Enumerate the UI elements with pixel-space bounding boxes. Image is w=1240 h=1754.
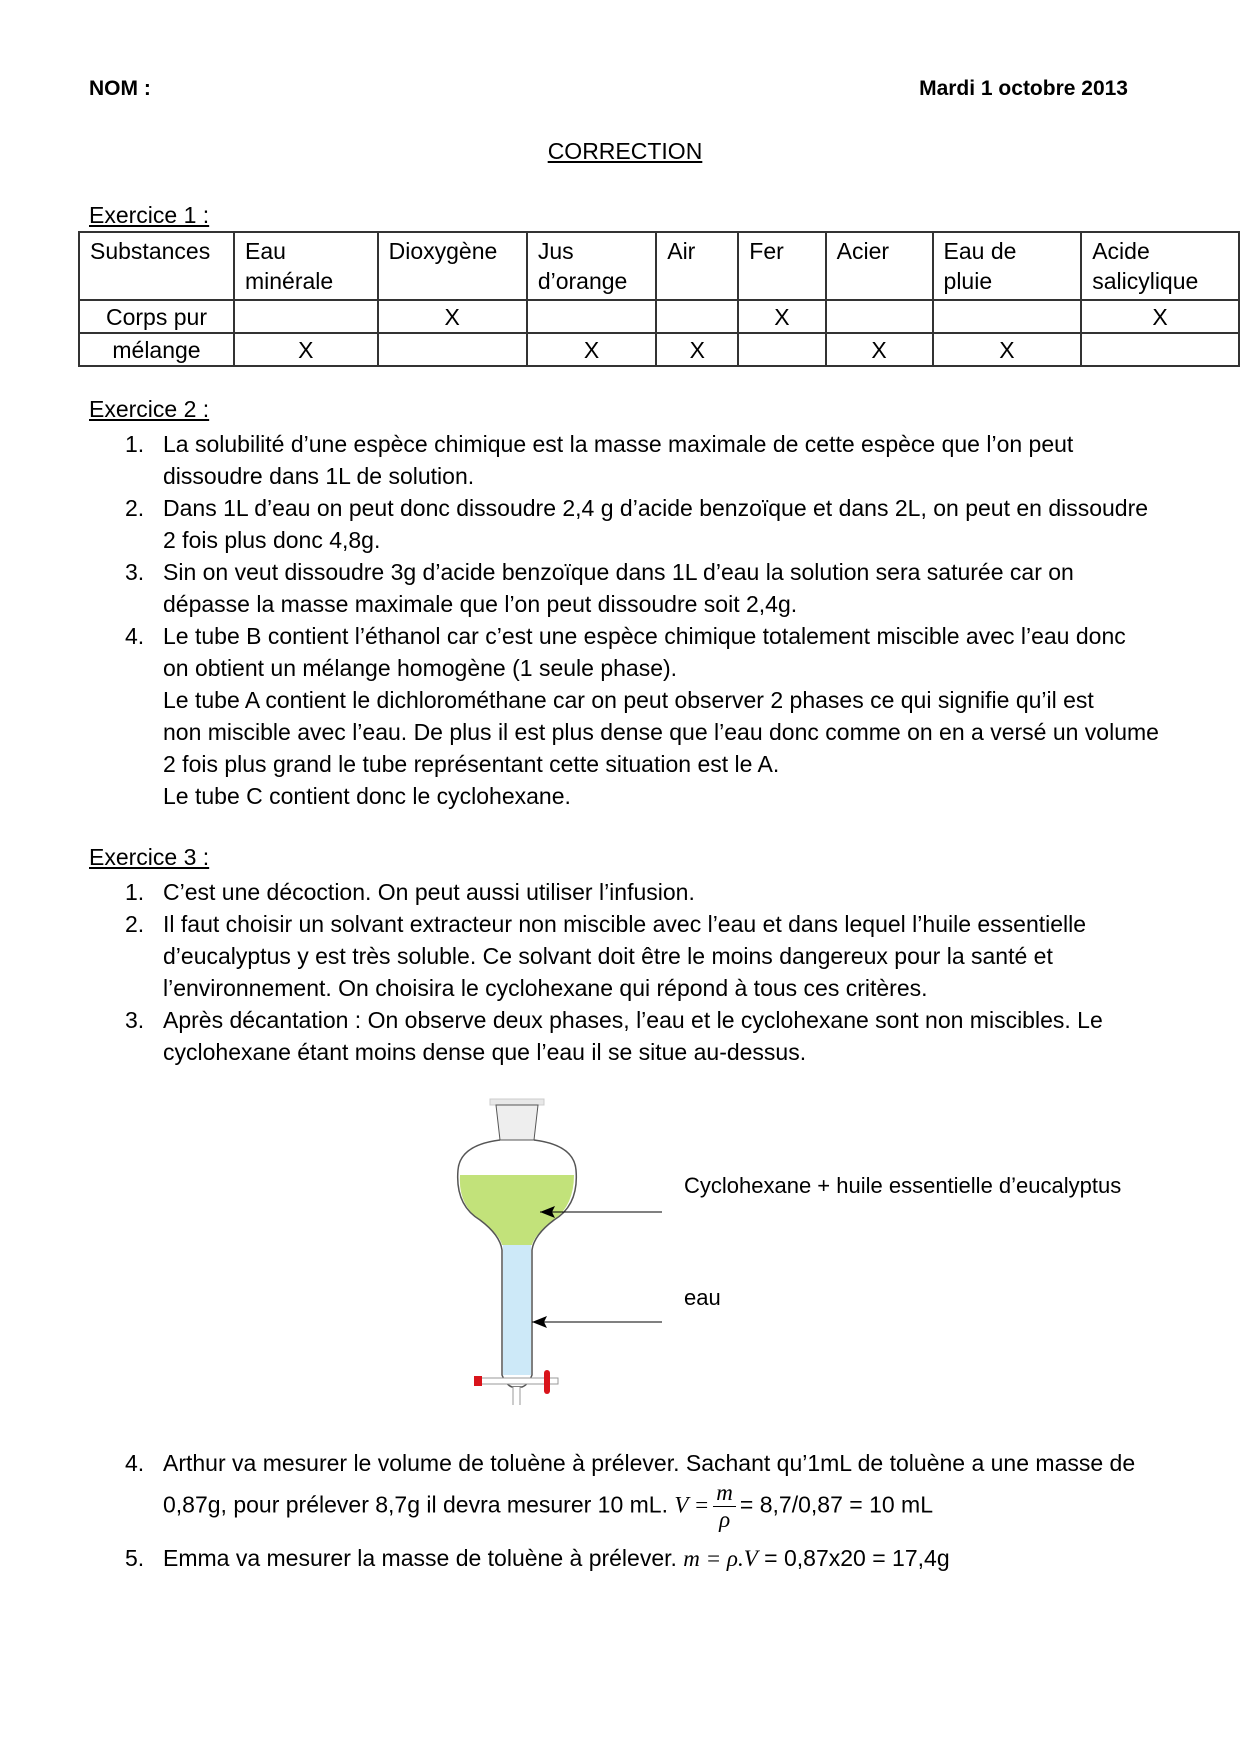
mark-cell bbox=[527, 300, 656, 333]
item-line: on obtient un mélange homogène (1 seule phase). bbox=[163, 655, 678, 681]
exercise-3-heading: Exercice 3 : bbox=[89, 844, 210, 870]
header-cell: Substances bbox=[79, 232, 234, 300]
mark-cell: X bbox=[1081, 300, 1239, 333]
table-header-row bbox=[79, 232, 1239, 300]
item-number: 1. bbox=[125, 879, 145, 905]
column-header bbox=[234, 232, 378, 300]
item-line: Le tube B contient l’éthanol car c’est une espèce chimique totalement miscible avec l’eau donc bbox=[163, 623, 1126, 649]
mark-cell bbox=[933, 300, 1082, 333]
column-header bbox=[527, 232, 656, 300]
item-line: Dans 1L d’eau on peut donc dissoudre 2,4 g d’acide benzoïque et dans 2L, on peut en dissoudre bbox=[163, 495, 1149, 521]
label-water-phase: eau bbox=[684, 1285, 721, 1310]
item-line: dépasse la masse maximale que l’on peut dissoudre soit 2,4g. bbox=[163, 591, 798, 617]
column-header-line: salicylique bbox=[1092, 268, 1199, 294]
column-header-line: Dioxygène bbox=[388, 238, 498, 264]
stopcock-icon bbox=[474, 1376, 482, 1386]
item-line: 2 fois plus grand le tube représentant cette situation est le A. bbox=[163, 751, 780, 777]
substances-table bbox=[78, 231, 1240, 367]
formula-result: = 8,7/0,87 = 10 mL bbox=[739, 1491, 934, 1518]
fraction bbox=[713, 1480, 736, 1533]
column-header bbox=[826, 232, 933, 300]
mark-cell: X bbox=[656, 333, 738, 366]
label-organic-phase: Cyclohexane + huile essentielle d’eucalyptus bbox=[684, 1173, 1122, 1198]
separatory-funnel-figure bbox=[440, 1095, 680, 1405]
column-header-line: Eau de bbox=[943, 238, 1017, 264]
table-row bbox=[79, 300, 1239, 333]
item-4-formula-line bbox=[163, 1480, 933, 1533]
mark-cell bbox=[738, 333, 825, 366]
mark-cell bbox=[234, 300, 378, 333]
column-header-line: Acier bbox=[836, 238, 890, 264]
mark-cell bbox=[1081, 333, 1239, 366]
item-line: dissoudre dans 1L de solution. bbox=[163, 463, 475, 489]
column-header-line: Fer bbox=[749, 238, 784, 264]
mark-cell bbox=[378, 333, 527, 366]
mark-cell: X bbox=[234, 333, 378, 366]
name-label: NOM : bbox=[89, 77, 151, 100]
item-line: non miscible avec l’eau. De plus il est plus dense que l’eau donc comme on en a versé un volume bbox=[163, 719, 1159, 745]
mark-cell: X bbox=[933, 333, 1082, 366]
table-row bbox=[79, 333, 1239, 366]
column-header-line: Acide bbox=[1092, 238, 1150, 264]
formula-result: = 0,87x20 = 17,4g bbox=[764, 1545, 950, 1571]
item-line bbox=[163, 1542, 950, 1575]
item-line: 2 fois plus donc 4,8g. bbox=[163, 527, 381, 553]
item-line: cyclohexane étant moins dense que l’eau il se situe au-dessus. bbox=[163, 1039, 807, 1065]
item-number: 4. bbox=[125, 623, 145, 649]
mark-cell: X bbox=[738, 300, 825, 333]
item-line: d’eucalyptus y est très soluble. Ce solvant doit être le moins dangereux pour la santé et bbox=[163, 943, 1053, 969]
item-number: 5. bbox=[125, 1545, 145, 1571]
date: Mardi 1 octobre 2013 bbox=[919, 77, 1128, 100]
item-text: Emma va mesurer la masse de toluène à prélever. bbox=[163, 1545, 677, 1571]
exercise-2-heading: Exercice 2 : bbox=[89, 396, 210, 422]
column-header bbox=[656, 232, 738, 300]
item-line: 0,87g, pour prélever 8,7g il devra mesurer 10 mL. bbox=[163, 1491, 668, 1518]
column-header bbox=[1081, 232, 1239, 300]
column-header bbox=[378, 232, 527, 300]
item-line: Sin on veut dissoudre 3g d’acide benzoïque dans 1L d’eau la solution sera saturée car on bbox=[163, 559, 1074, 585]
item-line: Le tube A contient le dichlorométhane car on peut observer 2 phases ce qui signifie qu’il est bbox=[163, 687, 1094, 713]
item-line: l’environnement. On choisira le cyclohexane qui répond à tous ces critères. bbox=[163, 975, 928, 1001]
item-number: 3. bbox=[125, 559, 145, 585]
item-line: Arthur va mesurer le volume de toluène à prélever. Sachant qu’1mL de toluène a une masse de bbox=[163, 1450, 1136, 1476]
column-header-line: Jus bbox=[537, 238, 574, 264]
item-number: 2. bbox=[125, 911, 145, 937]
page-title: CORRECTION bbox=[547, 138, 703, 164]
column-header-line: minérale bbox=[245, 268, 334, 294]
mark-cell: X bbox=[527, 333, 656, 366]
mark-cell bbox=[656, 300, 738, 333]
mark-cell: X bbox=[378, 300, 527, 333]
column-header-line: d’orange bbox=[537, 268, 628, 294]
fraction-denominator: ρ bbox=[719, 1507, 731, 1532]
column-header-line: Eau bbox=[245, 238, 286, 264]
item-line: Le tube C contient donc le cyclohexane. bbox=[163, 783, 571, 809]
formula-lhs: V = bbox=[674, 1492, 710, 1518]
column-header bbox=[933, 232, 1082, 300]
item-number: 4. bbox=[125, 1450, 145, 1476]
mark-cell bbox=[826, 300, 933, 333]
mark-cell: X bbox=[826, 333, 933, 366]
column-header-line: Air bbox=[667, 238, 696, 264]
item-line: Il faut choisir un solvant extracteur non miscible avec l’eau et dans lequel l’huile essentielle bbox=[163, 911, 1087, 937]
item-line: C’est une décoction. On peut aussi utiliser l’infusion. bbox=[163, 879, 695, 905]
item-line: La solubilité d’une espèce chimique est la masse maximale de cette espèce que l’on peut bbox=[163, 431, 1074, 457]
item-number: 2. bbox=[125, 495, 145, 521]
column-header-line: pluie bbox=[943, 268, 993, 294]
item-number: 1. bbox=[125, 431, 145, 457]
stopper-icon bbox=[490, 1099, 544, 1105]
item-line: Après décantation : On observe deux phases, l’eau et le cyclohexane sont non miscibles. Le bbox=[163, 1007, 1103, 1033]
row-label: mélange bbox=[79, 333, 234, 366]
column-header bbox=[738, 232, 825, 300]
fraction-numerator: m bbox=[713, 1480, 736, 1507]
item-number: 3. bbox=[125, 1007, 145, 1033]
row-label: Corps pur bbox=[79, 300, 234, 333]
formula: m = ρ.V bbox=[683, 1546, 758, 1571]
exercise-1-heading: Exercice 1 : bbox=[89, 202, 210, 228]
